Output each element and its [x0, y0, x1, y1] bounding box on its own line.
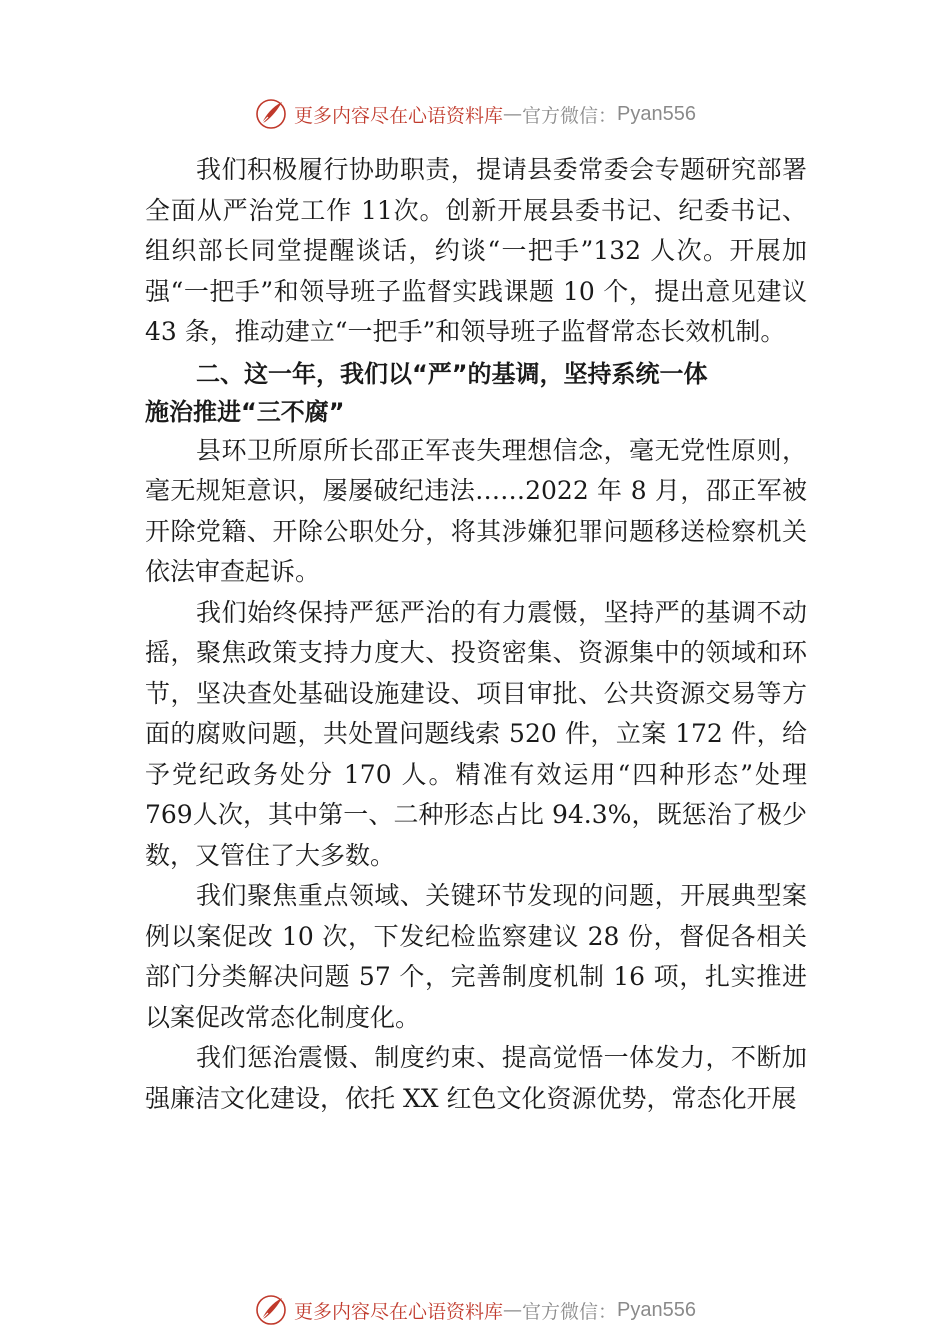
paragraph-4: 我们聚焦重点领域、关键环节发现的问题，开展典型案例以案促改 10 次，下发纪检监察建议 28 份，督促各相关部门分类解决问题 57 个，完善制度机制 16 项，扎实推进以案促改常态化制度化。 — [145, 881, 807, 1032]
header-watermark — [0, 94, 950, 134]
watermark-account: Pyan556 — [617, 102, 696, 125]
watermark-brand: 更多内容尽在心语资料库 — [294, 104, 504, 127]
footer-watermark — [0, 1290, 950, 1330]
paragraph-5: 我们惩治震慑、制度约束、提高觉悟一体发力，不断加强廉洁文化建设，依托 XX 红色文化资源优势，常态化开展 — [145, 1043, 807, 1113]
section-heading — [145, 355, 807, 431]
paragraph-3: 我们始终保持严惩严治的有力震慑，坚持严的基调不动摇，聚焦政策支持力度大、投资密集、资源集中的领域和环节，坚决查处基础设施建设、项目审批、公共资源交易等方面的腐败问题，共处置问题线索 520 件，立案 172 件，给予党纪政务处分 170 人。精准有效运用“四种形态”处理 769人次，其中第一、二种形态占比 94.3%，既惩治了极少数，又管住了大多数。 — [145, 597, 807, 870]
quill-logo-icon — [254, 1293, 288, 1327]
watermark-separator: — — [503, 1299, 523, 1321]
section-heading-line1: 二、这一年，我们以“严”的基调，坚持系统一体 — [196, 359, 708, 388]
watermark-brand: 更多内容尽在心语资料库 — [294, 1300, 504, 1323]
watermark-official: 官方微信： — [522, 104, 618, 127]
quill-logo-icon — [254, 97, 288, 131]
watermark-official: 官方微信： — [522, 1300, 618, 1323]
paragraph-2: 县环卫所原所长邵正军丧失理想信念，毫无党性原则，毫无规矩意识，屡屡破纪违法……2022 年 8 月，邵正军被开除党籍、开除公职处分，将其涉嫌犯罪问题移送检察机关依法审查起诉。 — [145, 435, 807, 586]
watermark-account: Pyan556 — [617, 1298, 696, 1321]
document-body — [145, 150, 807, 1119]
paragraph-1: 我们积极履行协助职责，提请县委常委会专题研究部署全面从严治党工作 11次。创新开展县委书记、纪委书记、组织部长同堂提醒谈话，约谈“一把手”132 人次。开展加强“一把手”和领导班子监督实践课题 10 个，提出意见建议 43 条，推动建立“一把手”和领导班子监督常态长效机制。 — [145, 155, 807, 346]
section-heading-line2: 施治推进“三不腐” — [145, 397, 345, 426]
watermark-separator: — — [503, 103, 523, 125]
